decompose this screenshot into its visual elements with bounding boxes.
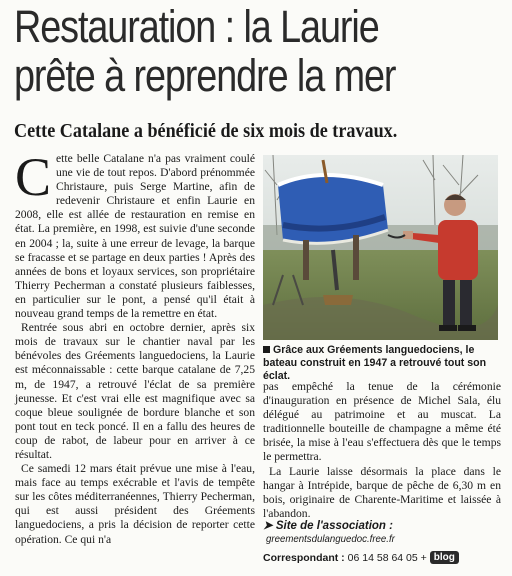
subheadline: Cette Catalane a bénéficié de six mois de travaux. [14,121,398,142]
headline [14,2,427,100]
boat-photo [263,155,498,340]
arrow-bullet-icon: ➤ [263,520,273,532]
blog-badge[interactable]: blog [430,551,459,564]
headline-line-2: prête à reprendre la mer [14,50,396,101]
caption-square-bullet [263,346,270,353]
drop-cap: C [15,147,52,207]
association-site-link[interactable]: greementsdulanguedoc.free.fr [266,533,395,545]
article-paragraph-4: pas empêché la tenue de la cérémonie d'inauguration en présence de Michel Sala, élu délégué au patrimoine et au muscat. La traditionnelle bouteille de champagne a même été brisée, la mise à l'eau s'effectuera dès que le temps le permettra. [263,380,501,464]
article-paragraph-3: Ce samedi 12 mars était prévue une mise à l'eau, mais face au temps exécrable et l'avis de tempête sur les côtes méditerranéennes, Thierry Pecherman, qui est aussi président des Gréements languedociens, a pris la décision de reporter cette opération. Ce qui n'a [15,462,255,546]
photo-caption-text: Grâce aux Gréements languedociens, le bateau construit en 1947 a retrouvé tout son éclat. [263,344,487,382]
article-right-column [263,380,501,521]
association-label-text: Site de l'association : [275,520,393,532]
article-left-column [15,147,255,547]
headline-line-1: Restauration : la Laurie [14,1,379,52]
article-paragraph-1 [15,147,255,321]
paragraph-1-text: ette belle Catalane n'a pas vraiment coulé une vie de tout repos. D'abord prénommée Christaure, puis Serge Martine, afin de redevenir Christaure et enfin Laurie en 2008, elle est allée de restauration en remise en état. La première, en 1998, est suivie d'une seconde en 2004 ; la, suite à une erreur de levage, la barque se fracasse et se partage en deux parties ! Après des années de bons et loyaux services, son propriétaire Thierry Pecherman a constaté plusieurs faiblesses, en particulier sur le pont, a pensé qu'il était à nouveau grand temps de la remettre en état. [15,152,255,321]
association-site-label [263,518,393,532]
article-paragraph-2: Rentrée sous abri en octobre dernier, après six mois de travaux sur le chantier naval par les bénévoles des Gréements languedociens, la Laurie est méconnaissable : cette barque catalane de 7,25 m, de 1947, a retrouvé l'éclat de sa première jeunesse. Et c'est vrai elle est magnifique avec sa coque bleue soulignée de bordure blanche et son pont tout en teck poncé. Il en a fallu des heures de coup de rabot, de labeur pour en arriver à ce résultat. [15,321,255,461]
article-paragraph-5: La Laurie laisse désormais la place dans le hangar à Intrépide, barque de pêche de 6,30 m en bois, originaire de Charente-Maritime et laissée à l'abandon. [263,464,501,520]
correspondent-line [263,551,459,564]
photo-caption [263,344,503,383]
correspondent-label: Correspondant : [263,551,345,564]
boat-photo-illustration [263,155,498,340]
correspondent-phone: 06 14 58 64 05 + [347,551,427,564]
